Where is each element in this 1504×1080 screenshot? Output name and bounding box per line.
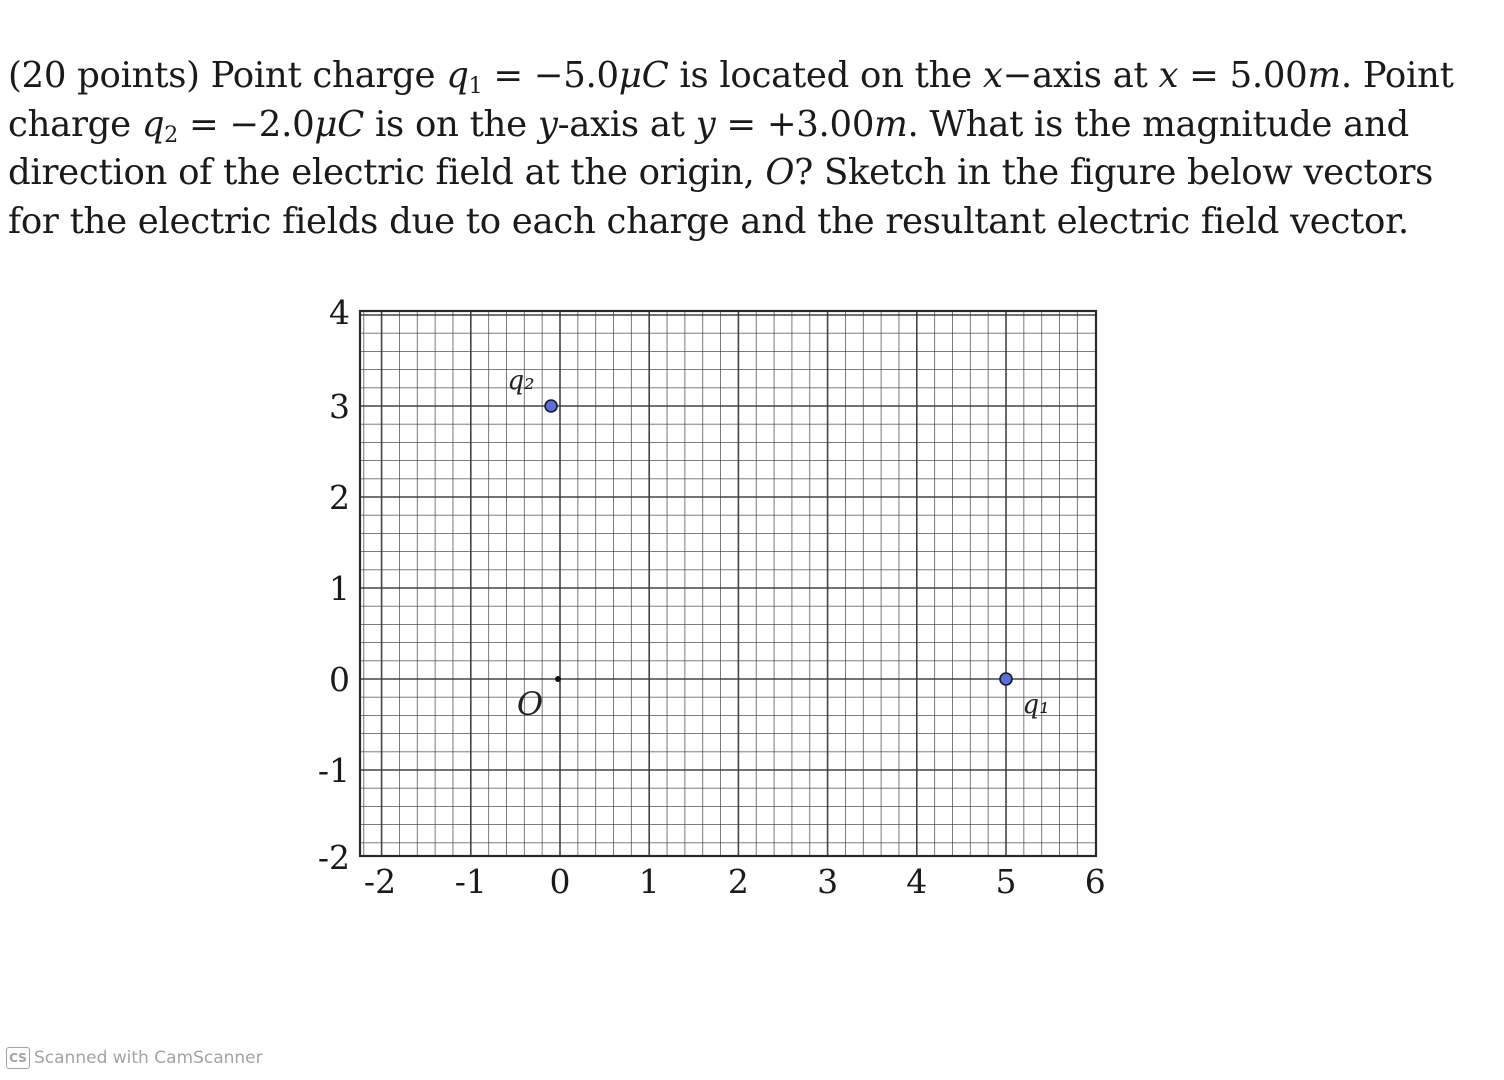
point-label: q₁ — [1022, 690, 1050, 720]
scanner-watermark — [6, 1047, 263, 1069]
x-symbol: x — [982, 55, 1003, 96]
camscanner-logo-icon: CS — [6, 1047, 30, 1069]
point-label: q₂ — [507, 366, 535, 396]
x-value: = 5.00 — [1178, 55, 1308, 96]
x-tick-label: 2 — [727, 862, 749, 901]
y-symbol: y — [537, 103, 558, 145]
problem-text: ? Sketch in the figure below vectors for the electric fields due to each charge and the resultant electric field vector. — [8, 152, 1434, 242]
q2-symbol: $q_2$ — [141, 103, 178, 148]
q1-symbol: $q_1$ — [446, 55, 483, 100]
origin-dot — [555, 676, 561, 682]
scanner-watermark-text: Scanned with CamScanner — [34, 1048, 263, 1068]
x-tick-label: 4 — [906, 862, 928, 901]
problem-text: . Point charge — [8, 55, 1454, 145]
meter-unit: m — [1307, 55, 1341, 96]
charge-marker — [1000, 673, 1012, 685]
y-tick-label: 4 — [329, 293, 350, 332]
q2-value: = −2.0 — [177, 103, 315, 145]
point-label: O — [516, 685, 544, 723]
x-tick-label: -1 — [454, 862, 487, 901]
problem-text: is located on the — [668, 55, 983, 96]
y-tick-label: 0 — [329, 660, 350, 699]
q1-unit: μC — [618, 55, 669, 96]
y-tick-label: -1 — [317, 751, 350, 790]
x-tick-label: 1 — [638, 862, 660, 901]
problem-text: . What is the magnitude and direction of the electric field at the origin, — [8, 103, 1409, 193]
grid-lines — [360, 311, 1096, 856]
meter-unit: m — [874, 103, 908, 145]
axis-tick-labels — [318, 293, 1106, 901]
problem-text: −axis at — [1002, 55, 1159, 96]
q2-unit: μC — [314, 103, 365, 145]
problem-text: (20 points) Point charge — [8, 55, 447, 96]
x-tick-label: 0 — [549, 862, 571, 901]
y-symbol: y — [695, 103, 716, 145]
origin-symbol: O — [765, 152, 795, 193]
x-tick-label: 5 — [995, 862, 1017, 901]
q1-value: = −5.0 — [482, 55, 619, 96]
y-tick-label: 2 — [329, 478, 350, 517]
y-tick-label: -2 — [317, 838, 350, 877]
x-symbol: x — [1158, 55, 1179, 96]
y-tick-label: 3 — [329, 387, 350, 426]
problem-text: -axis at — [557, 103, 696, 145]
problem-text: is on the — [364, 103, 538, 145]
y-value: = +3.00 — [715, 103, 875, 145]
y-tick-label: 1 — [329, 569, 350, 608]
x-tick-label: -2 — [363, 862, 397, 901]
charge-points — [508, 366, 1050, 723]
x-tick-label: 3 — [817, 862, 839, 901]
x-tick-label: 6 — [1084, 862, 1106, 901]
charge-marker — [545, 400, 557, 412]
